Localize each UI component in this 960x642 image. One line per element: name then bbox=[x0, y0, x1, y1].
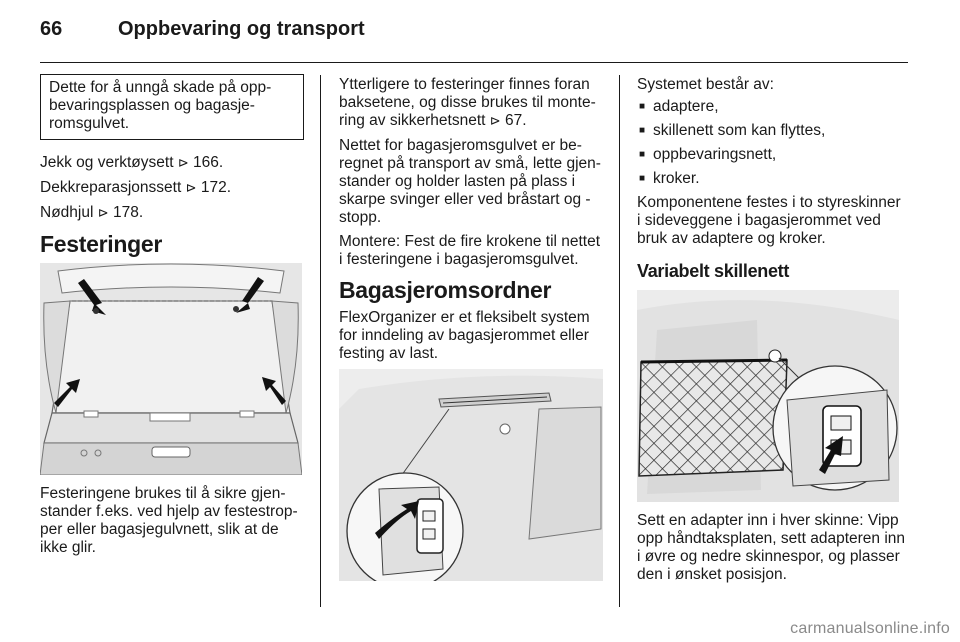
ref-arrow-icon: ⊳ bbox=[489, 114, 501, 129]
paragraph-mount: Montere: Fest de fire krokene til nettet i festeringene i bagasjeromsgulvet. bbox=[339, 233, 601, 268]
column-3 bbox=[637, 76, 905, 590]
ref-repair-kit: Dekkreparasjonssett ⊳ 172. bbox=[40, 179, 231, 196]
ref-spare-wheel: Nødhjul ⊳ 178. bbox=[40, 204, 144, 221]
list-item: ■ oppbevaringsnett, bbox=[637, 146, 905, 164]
page-number: 66 bbox=[40, 18, 63, 40]
header-rule bbox=[40, 62, 908, 63]
note-box bbox=[40, 74, 304, 140]
divider-net-illustration bbox=[637, 290, 899, 502]
heading-festeringer: Festeringer bbox=[40, 231, 162, 257]
paragraph-components: Komponentene festes i to styreskinner i sideveggene i bagasjerommet ved bruk av adaptere og kroker. bbox=[637, 194, 901, 247]
column-divider-right bbox=[619, 75, 620, 607]
heading-bagasjeromsordner: Bagasjeromsordner bbox=[339, 277, 552, 303]
cargo-floor-illustration bbox=[40, 263, 302, 475]
list-item: ■ kroker. bbox=[637, 170, 905, 188]
system-intro: Systemet består av: bbox=[637, 76, 774, 93]
page-header bbox=[40, 18, 365, 48]
ref-jack: Jekk og verktøysett ⊳ 166. bbox=[40, 154, 224, 171]
paragraph-floor-net: Nettet for bagasjeromsgulvet er beregnet på transport av små, lette gjenstander og holder lasten på plass i skarpe svinger eller ved bråstart og -stopp. bbox=[339, 137, 601, 226]
heading-variabelt-skillenett: Variabelt skillenett bbox=[637, 261, 790, 281]
paragraph-extra-rings: Ytterligere to festeringer finnes foran baksetene, og disse brukes til montering av sikkerhetsnett ⊳ 67. bbox=[339, 76, 596, 129]
component-list bbox=[637, 98, 905, 188]
paragraph-flexorganizer: FlexOrganizer er et fleksibelt system for inndeling av bagasjerommet eller festing av last. bbox=[339, 309, 590, 362]
section-title: Oppbevaring og transport bbox=[118, 18, 365, 40]
column-2 bbox=[339, 76, 603, 591]
list-item: ■ adaptere, bbox=[637, 98, 905, 116]
ref-arrow-icon: ⊳ bbox=[177, 156, 189, 171]
figure-caption: Festeringene brukes til å sikre gjenstander f.eks. ved hjelp av festestropper eller bagasjegulvnett, slik at de ikke glir. bbox=[40, 485, 298, 556]
ref-arrow-icon: ⊳ bbox=[185, 181, 197, 196]
ref-arrow-icon: ⊳ bbox=[97, 206, 109, 221]
site-watermark: carmanualsonline.info bbox=[790, 620, 950, 637]
paragraph-adapter: Sett en adapter inn i hver skinne: Vipp opp håndtaksplaten, sett adapteren inn i øvre og nedre skinnespor, og plasser den i ønsket posisjon. bbox=[637, 512, 906, 583]
flexorganizer-rail-illustration bbox=[339, 369, 603, 581]
column-divider-left bbox=[320, 75, 321, 607]
note-text: Dette for å unngå skade på oppbevaringsplassen og bagasjeromsgulvet. bbox=[49, 79, 272, 132]
list-item: ■ skillenett som kan flyttes, bbox=[637, 122, 905, 140]
column-1 bbox=[40, 76, 304, 563]
